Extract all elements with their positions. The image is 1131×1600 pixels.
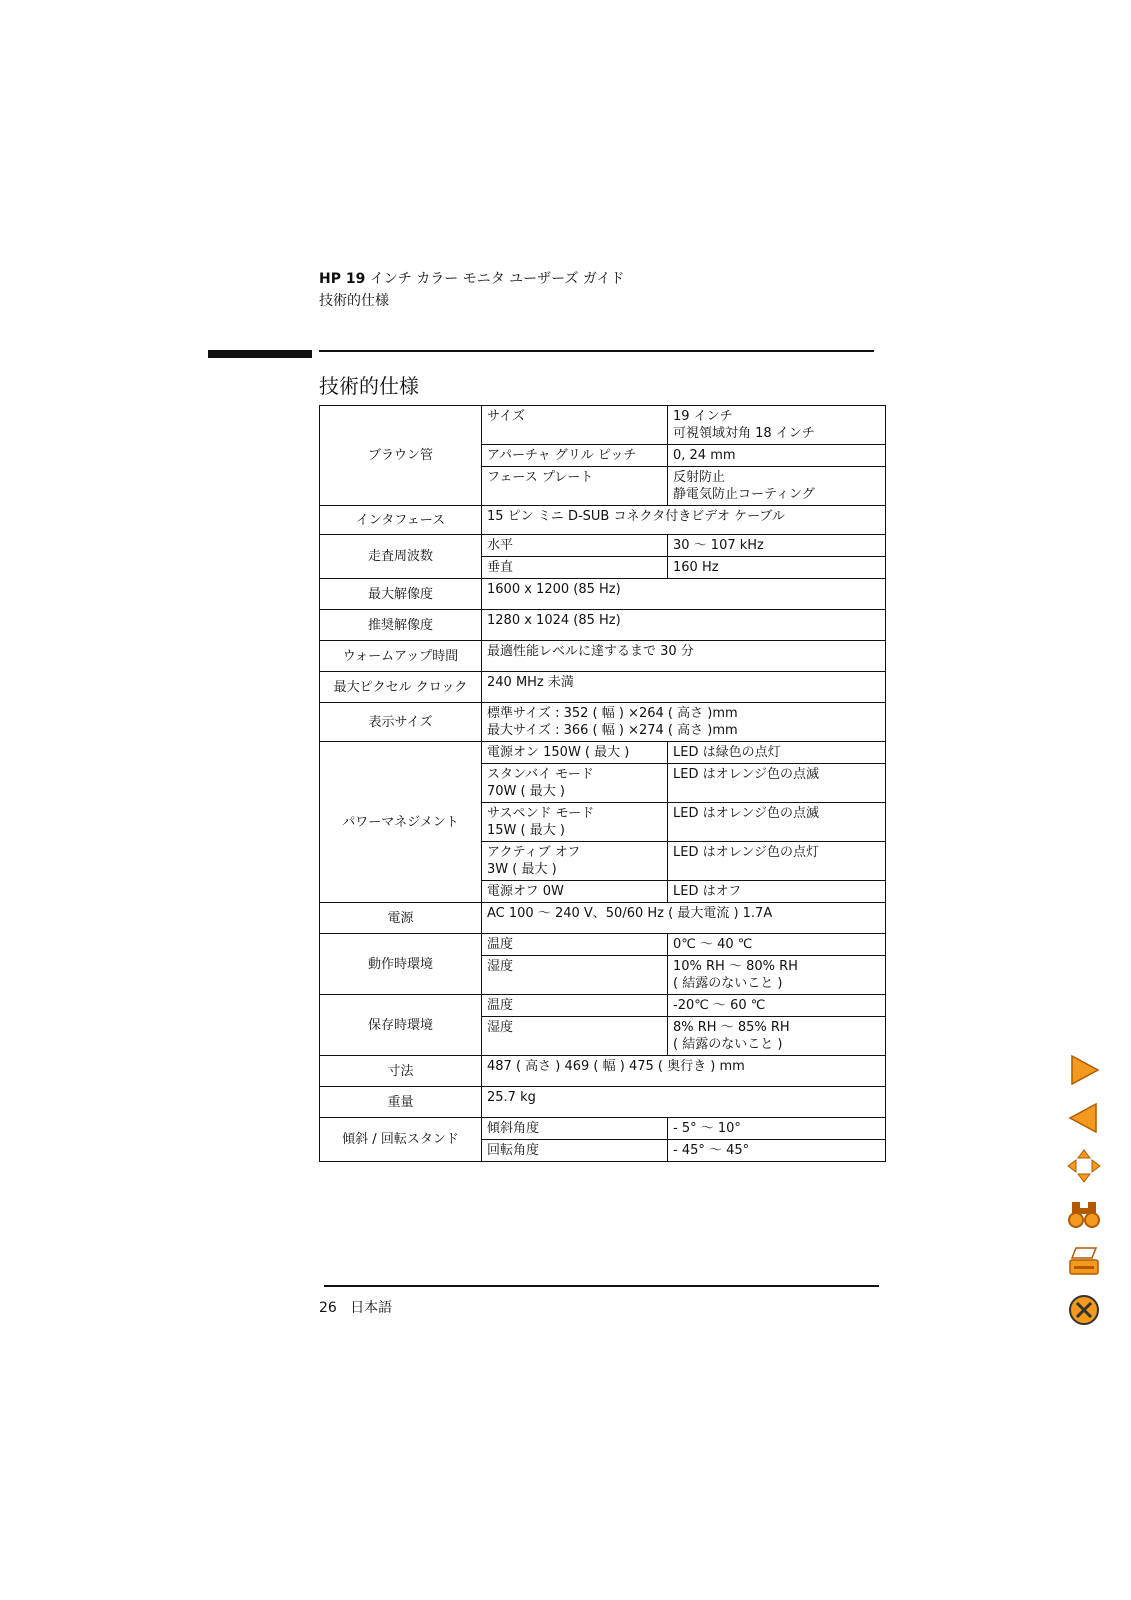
header-subtitle: 技術的仕様: [319, 293, 389, 309]
value-cell: - 45° ～ 45°: [668, 1140, 886, 1162]
row-label: パワーマネジメント: [320, 742, 482, 903]
sub-label: 電源オフ 0W: [482, 881, 668, 903]
value-cell: 160 Hz: [668, 557, 886, 579]
value-cell: LED はオレンジ色の点滅: [668, 764, 886, 803]
section-title: 技術的仕様: [319, 374, 419, 398]
table-row: [320, 506, 886, 535]
row-label: 重量: [320, 1087, 482, 1118]
value-cell: 240 MHz 未満: [482, 672, 886, 703]
value-cell: 8% RH ～ 85% RH ( 結露のないこと ): [668, 1017, 886, 1056]
page-footer: [319, 1297, 392, 1317]
value-cell: AC 100 ～ 240 V、50/60 Hz ( 最大電流 ) 1.7A: [482, 903, 886, 934]
page-number: 26: [319, 1300, 337, 1316]
row-label: 表示サイズ: [320, 703, 482, 742]
row-label: ウォームアップ時間: [320, 641, 482, 672]
previous-page-icon[interactable]: [1066, 1100, 1102, 1136]
table-row: [320, 406, 886, 445]
value-cell: - 5° ～ 10°: [668, 1118, 886, 1140]
spec-table: [319, 405, 886, 1162]
table-row: [320, 1056, 886, 1087]
value-cell: LED は緑色の点灯: [668, 742, 886, 764]
value-cell: 0℃ ～ 40 ℃: [668, 934, 886, 956]
sub-label: 傾斜角度: [482, 1118, 668, 1140]
table-row: [320, 535, 886, 557]
table-row: [320, 579, 886, 610]
value-cell: 1280 x 1024 (85 Hz): [482, 610, 886, 641]
value-cell: 標準サイズ : 352 ( 幅 ) ×264 ( 高さ )mm 最大サイズ : 366 ( 幅 ) ×274 ( 高さ )mm: [482, 703, 886, 742]
section-bar: [208, 350, 312, 358]
footer-rule: [324, 1285, 879, 1287]
value-cell: 10% RH ～ 80% RH ( 結露のないこと ): [668, 956, 886, 995]
value-cell: 19 インチ 可視領域対角 18 インチ: [668, 406, 886, 445]
sub-label: 水平: [482, 535, 668, 557]
row-label: 推奨解像度: [320, 610, 482, 641]
table-row: [320, 672, 886, 703]
value-cell: LED はオレンジ色の点灯: [668, 842, 886, 881]
value-cell: LED はオフ: [668, 881, 886, 903]
value-cell: 30 ～ 107 kHz: [668, 535, 886, 557]
row-label: 傾斜 / 回転スタンド: [320, 1118, 482, 1162]
table-row: [320, 641, 886, 672]
row-label: 保存時環境: [320, 995, 482, 1056]
close-icon[interactable]: [1066, 1292, 1102, 1328]
row-label: 寸法: [320, 1056, 482, 1087]
table-row: [320, 610, 886, 641]
sub-label: 電源オン 150W ( 最大 ): [482, 742, 668, 764]
value-cell: 1600 x 1200 (85 Hz): [482, 579, 886, 610]
sub-label: アクティブ オフ 3W ( 最大 ): [482, 842, 668, 881]
row-label: 動作時環境: [320, 934, 482, 995]
table-row: [320, 703, 886, 742]
sub-label: アパーチャ グリル ピッチ: [482, 445, 668, 467]
row-label: 走査周波数: [320, 535, 482, 579]
guide-title: [319, 268, 624, 290]
sub-label: サスペンド モード 15W ( 最大 ): [482, 803, 668, 842]
sub-label: スタンバイ モード 70W ( 最大 ): [482, 764, 668, 803]
row-label: 最大ピクセル クロック: [320, 672, 482, 703]
next-page-icon[interactable]: [1066, 1052, 1102, 1088]
table-row: [320, 903, 886, 934]
search-binoculars-icon[interactable]: [1066, 1196, 1102, 1232]
model-name: HP 19: [319, 271, 366, 287]
value-cell: 25.7 kg: [482, 1087, 886, 1118]
value-cell: 0, 24 mm: [668, 445, 886, 467]
table-row: [320, 934, 886, 956]
row-label: 最大解像度: [320, 579, 482, 610]
navigate-icon[interactable]: [1066, 1148, 1102, 1184]
sub-label: 温度: [482, 934, 668, 956]
table-row: [320, 1118, 886, 1140]
row-label: ブラウン管: [320, 406, 482, 506]
guide-title-rest: インチ カラー モニタ ユーザーズ ガイド: [365, 271, 625, 287]
value-cell: -20℃ ～ 60 ℃: [668, 995, 886, 1017]
row-label: インタフェース: [320, 506, 482, 535]
running-header: [319, 268, 624, 312]
sub-label: 温度: [482, 995, 668, 1017]
table-row: [320, 1087, 886, 1118]
section-rule: [319, 350, 874, 352]
value-cell: LED はオレンジ色の点滅: [668, 803, 886, 842]
sub-label: 湿度: [482, 1017, 668, 1056]
value-cell: 反射防止 静電気防止コーティング: [668, 467, 886, 506]
sub-label: 垂直: [482, 557, 668, 579]
print-icon[interactable]: [1066, 1244, 1102, 1280]
sub-label: 湿度: [482, 956, 668, 995]
table-row: [320, 995, 886, 1017]
sub-label: サイズ: [482, 406, 668, 445]
sub-label: 回転角度: [482, 1140, 668, 1162]
sub-label: フェース プレート: [482, 467, 668, 506]
row-label: 電源: [320, 903, 482, 934]
value-cell: 15 ピン ミニ D-SUB コネクタ付きビデオ ケーブル: [482, 506, 886, 535]
table-row: [320, 742, 886, 764]
value-cell: 最適性能レベルに達するまで 30 分: [482, 641, 886, 672]
language-label: 日本語: [350, 1300, 393, 1316]
value-cell: 487 ( 高さ ) 469 ( 幅 ) 475 ( 奥行き ) mm: [482, 1056, 886, 1087]
